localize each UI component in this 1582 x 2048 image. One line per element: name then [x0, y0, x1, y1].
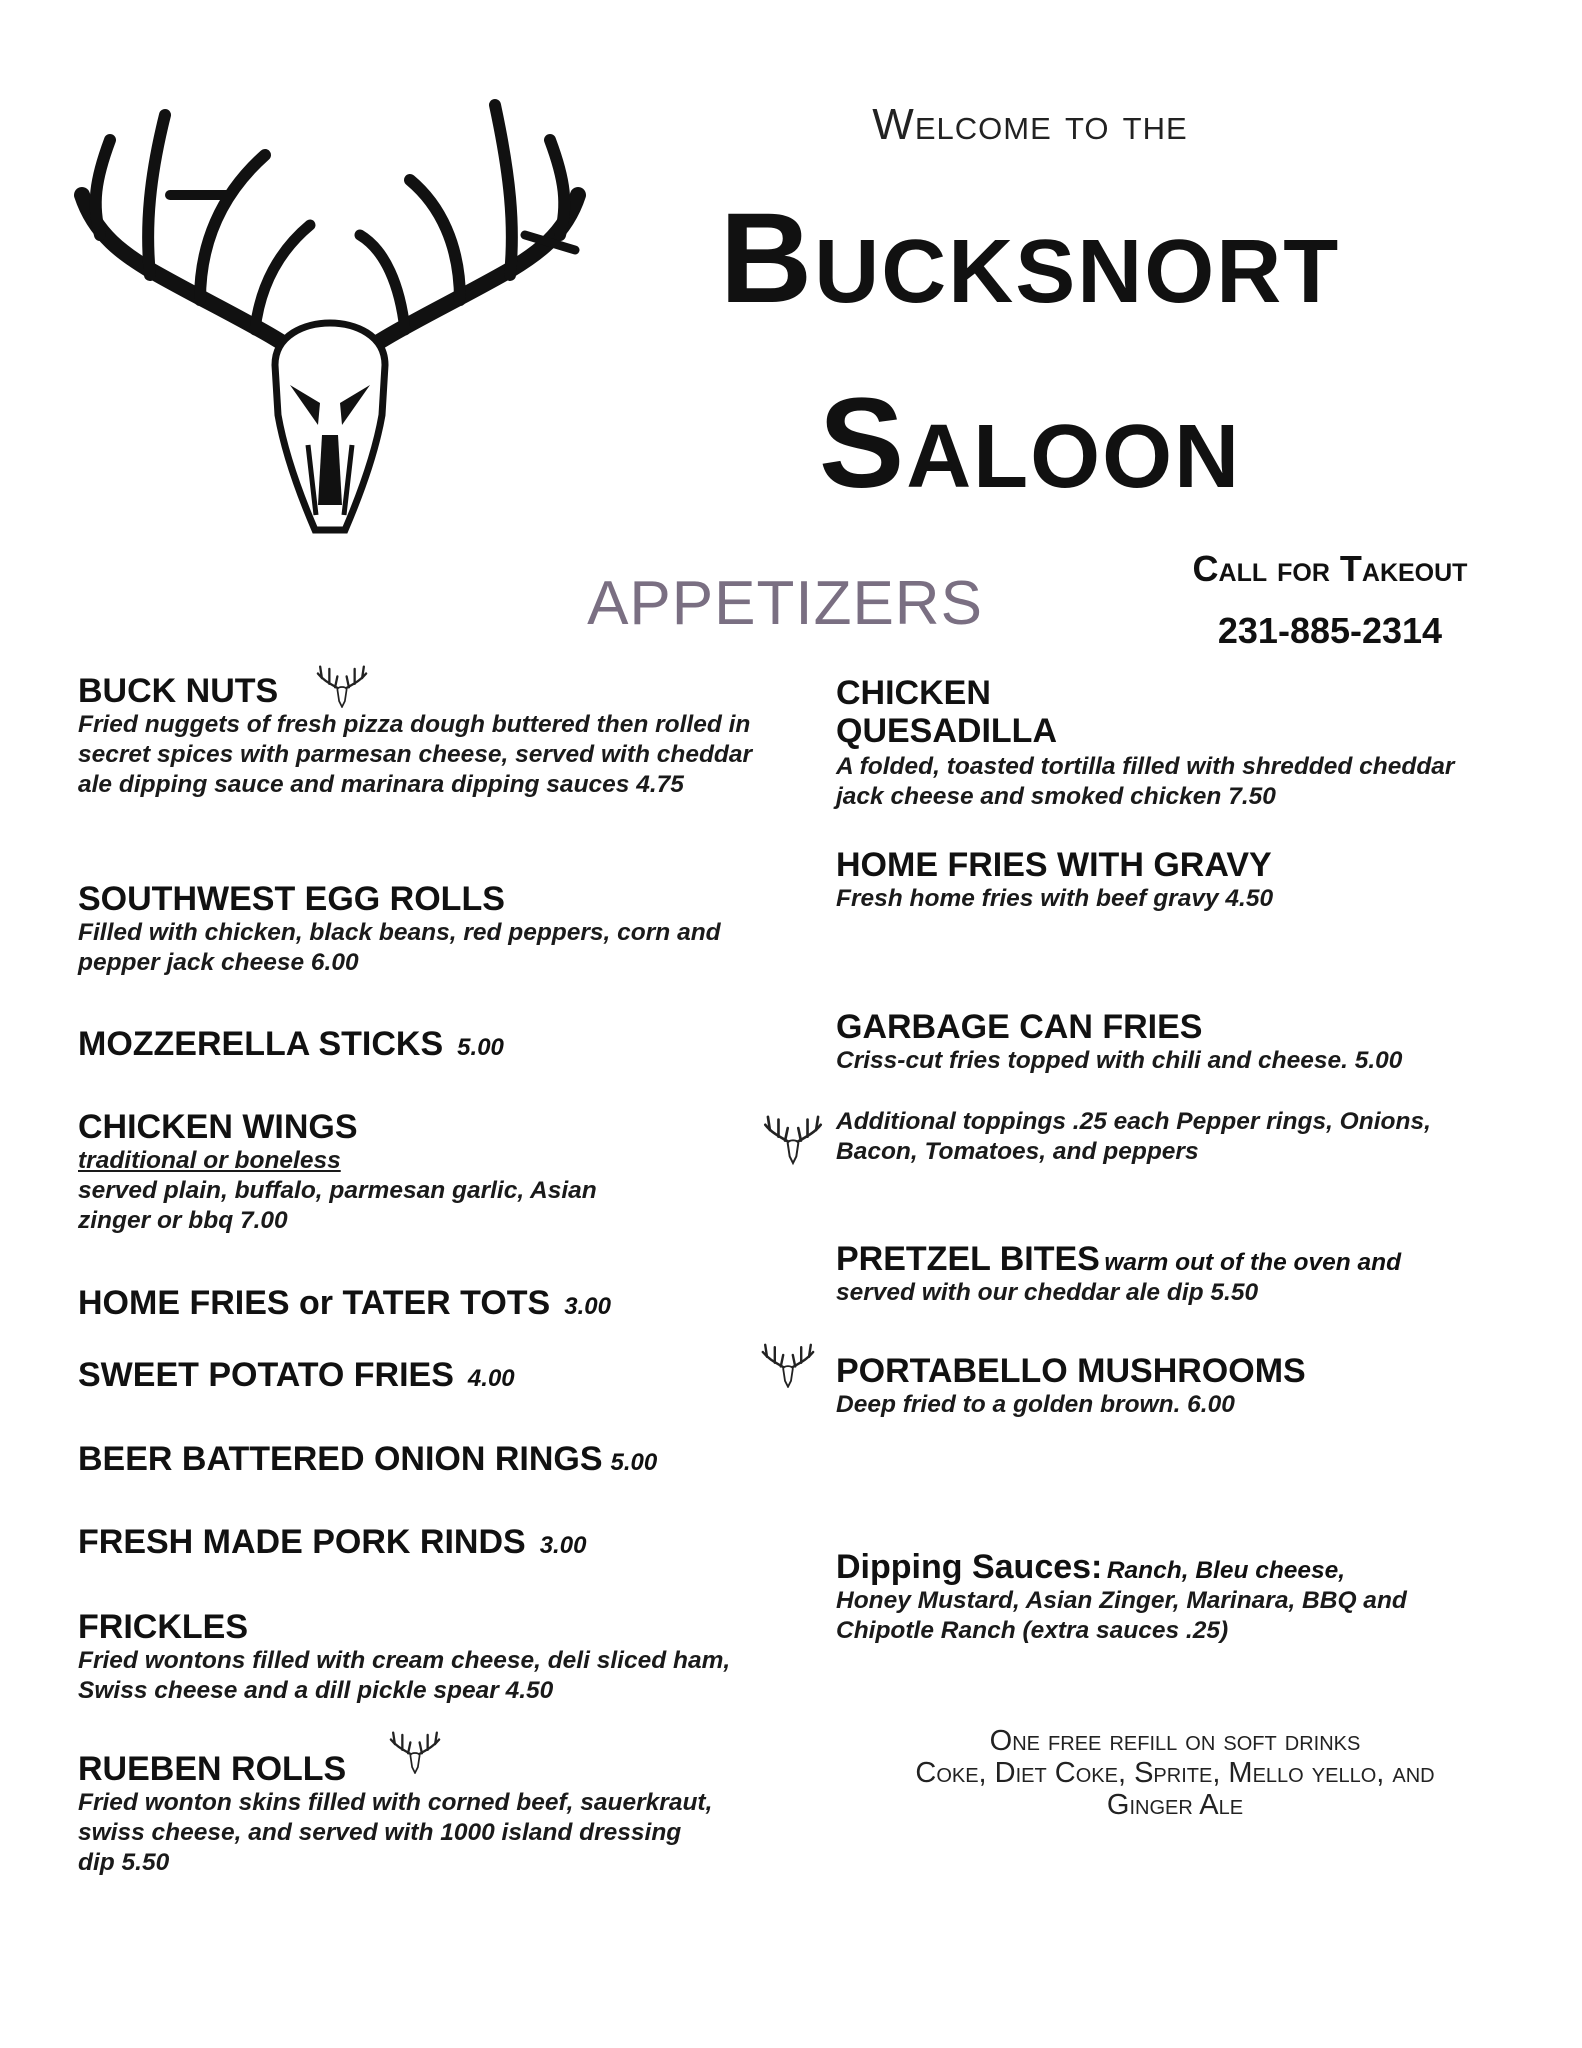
- phone-number: 231-885-2314: [1217, 610, 1443, 651]
- item-name: HOME FRIES or TATER TOTS: [78, 1284, 551, 1322]
- deer-skull-logo: [70, 85, 590, 545]
- menu-item: [836, 1240, 1516, 1308]
- takeout-label: Call for Takeout: [1192, 548, 1468, 589]
- refill-note: [830, 1725, 1520, 1821]
- menu-item: [78, 1608, 738, 1706]
- item-price: 5.00: [457, 1034, 504, 1061]
- item-desc: Fried nuggets of fresh pizza dough buttered then rolled in secret spices with parmesan cheese, served with cheddar ale dipping sauce and marinara dipping sauces 4.75: [78, 711, 753, 798]
- menu-item: [836, 846, 1496, 914]
- refill-line2: Coke, Diet Coke, Sprite, Mello yello, and: [915, 1757, 1435, 1789]
- item-name: HOME FRIES WITH GRAVY: [836, 846, 1272, 884]
- item-name: BEER BATTERED ONION RINGS: [78, 1440, 603, 1478]
- menu-item: [78, 1523, 778, 1561]
- item-price: 4.00: [467, 1365, 515, 1392]
- item-subtitle: traditional or boneless: [78, 1147, 341, 1174]
- menu-item-toppings: [836, 1107, 1436, 1167]
- section-heading: APPETIZERS: [587, 569, 983, 638]
- item-inline-desc: warm out of the oven and: [1104, 1249, 1402, 1276]
- item-price: 3.00: [564, 1293, 611, 1320]
- item-price: 5.00: [610, 1449, 658, 1476]
- item-name: CHICKEN WINGS: [78, 1108, 358, 1146]
- item-desc: served plain, buffalo, parmesan garlic, Asian zinger or bbq 7.00: [78, 1177, 597, 1234]
- item-desc: Fried wonton skins filled with corned beef, sauerkraut, swiss cheese, and served with 1000 island dressing dip 5.50: [78, 1789, 713, 1876]
- item-name: SWEET POTATO FRIES: [78, 1356, 454, 1394]
- menu-item: [78, 1440, 808, 1478]
- item-name: SOUTHWEST EGG ROLLS: [78, 880, 505, 918]
- dipping-desc: Honey Mustard, Asian Zinger, Marinara, BBQ and Chipotle Ranch (extra sauces .25): [836, 1587, 1407, 1644]
- refill-line1: One free refill on soft drinks: [989, 1725, 1361, 1757]
- item-name: PORTABELLO MUSHROOMS: [836, 1352, 1306, 1390]
- menu-item: [836, 1352, 1516, 1420]
- page-title-line1: Bucksnort: [719, 187, 1341, 330]
- item-desc: Filled with chicken, black beans, red peppers, corn and pepper jack cheese 6.00: [78, 919, 721, 976]
- menu-item: [78, 880, 758, 978]
- item-desc: Additional toppings .25 each Pepper rings, Onions, Bacon, Tomatoes, and peppers: [836, 1108, 1431, 1165]
- menu-item: [836, 674, 1057, 750]
- item-name: MOZZERELLA STICKS: [78, 1025, 444, 1063]
- menu-item: [78, 1284, 798, 1322]
- menu-item: [78, 672, 758, 800]
- antler-icon: [760, 1110, 826, 1166]
- page-title-line2: Saloon: [818, 372, 1242, 515]
- item-desc: A folded, toasted tortilla filled with shredded cheddar jack cheese and smoked chicken 7.50: [836, 753, 1455, 810]
- item-desc: Criss-cut fries topped with chili and cheese. 5.00: [836, 1047, 1403, 1074]
- item-name: CHICKEN QUESADILLA: [836, 674, 1057, 750]
- welcome-text: Welcome to the: [872, 100, 1188, 149]
- menu-item: [78, 1025, 778, 1063]
- item-name: BUCK NUTS: [78, 672, 279, 710]
- item-desc: Deep fried to a golden brown. 6.00: [836, 1391, 1235, 1418]
- menu-item-desc: [836, 752, 1476, 812]
- item-desc: served with our cheddar ale dip 5.50: [836, 1279, 1259, 1306]
- menu-item: [836, 1008, 1516, 1076]
- menu-item: [78, 1108, 758, 1236]
- antler-icon: [312, 662, 372, 708]
- antler-icon: [385, 1728, 445, 1774]
- dipping-inline: Ranch, Bleu cheese,: [1106, 1557, 1346, 1584]
- dipping-sauces: [836, 1548, 1456, 1646]
- menu-item: [78, 1356, 778, 1394]
- dipping-label: Dipping Sauces:: [836, 1548, 1103, 1586]
- item-name: FRICKLES: [78, 1608, 248, 1646]
- item-name: FRESH MADE PORK RINDS: [78, 1523, 526, 1561]
- item-name: GARBAGE CAN FRIES: [836, 1008, 1203, 1046]
- item-price: 3.00: [539, 1532, 587, 1559]
- refill-line3: Ginger Ale: [1106, 1789, 1244, 1821]
- item-name: RUEBEN ROLLS: [78, 1750, 347, 1788]
- antler-icon: [758, 1340, 818, 1388]
- item-desc: Fresh home fries with beef gravy 4.50: [836, 885, 1274, 912]
- item-desc: Fried wontons filled with cream cheese, deli sliced ham, Swiss cheese and a dill pickle spear 4.50: [78, 1647, 731, 1704]
- item-name: PRETZEL BITES: [836, 1240, 1100, 1278]
